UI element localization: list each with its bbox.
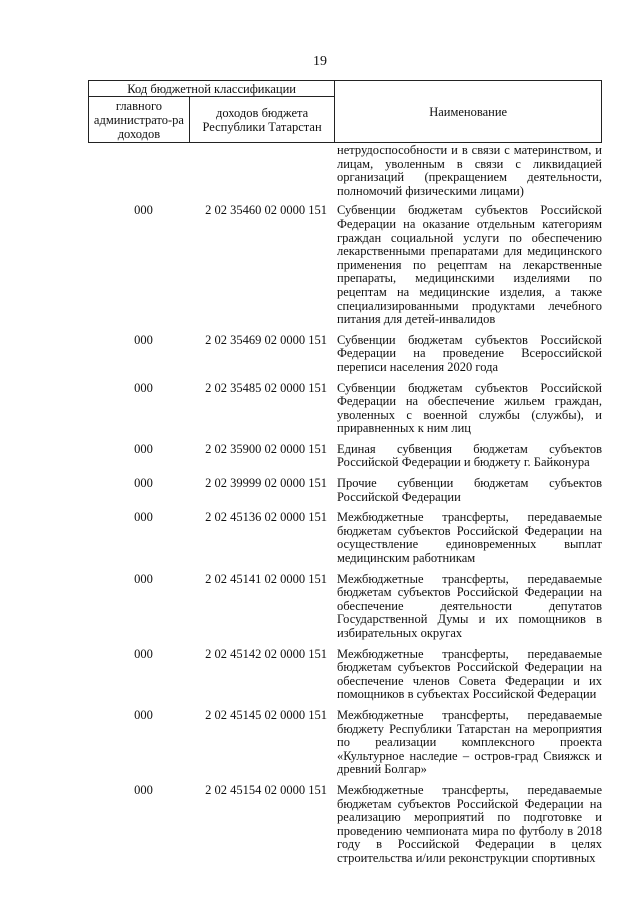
row-name: Субвенции бюджетам субъектов Российской Федерации на проведение Всероссийской переписи населения 2020 года [337, 332, 602, 374]
income-code: 2 02 35460 02 0000 151 [205, 203, 327, 218]
classification-rows [88, 144, 608, 873]
classification-table-header [88, 80, 602, 143]
row-name: Прочие субвенции бюджетам субъектов Российской Федерации [337, 476, 602, 504]
table-row [88, 204, 608, 326]
page-number: 19 [313, 54, 327, 69]
table-row [88, 334, 608, 375]
row-name: Межбюджетные трансферты, передаваемые бюджету Республики Татарстан на мероприятия по реализации комплексного проекта «Культурное наследие – остров-град Свияжск и древний Болгар» [337, 707, 602, 777]
income-code: 2 02 35485 02 0000 151 [205, 380, 327, 395]
admin-code: 000 [134, 707, 153, 722]
admin-code: 000 [134, 332, 153, 347]
income-code [199, 144, 333, 198]
table-row [88, 511, 608, 565]
admin-code: 000 [134, 510, 153, 525]
income-code: 2 02 39999 02 0000 151 [205, 476, 327, 491]
table-row [88, 144, 608, 198]
table-row [88, 477, 608, 504]
table-row [88, 443, 608, 470]
admin-code: 000 [134, 380, 153, 395]
admin-code [88, 144, 199, 198]
table-row [88, 573, 608, 641]
admin-code: 000 [134, 476, 153, 491]
admin-code: 000 [134, 782, 153, 797]
row-name: Единая субвенция бюджетам субъектов Российской Федерации и бюджету г. Байконура [337, 441, 602, 470]
admin-code: 000 [134, 441, 153, 456]
table-row [88, 648, 608, 702]
income-code: 2 02 45145 02 0000 151 [205, 707, 327, 722]
row-name: Межбюджетные трансферты, передаваемые бюджетам субъектов Российской Федерации на осуществление единовременных выплат медицинским работникам [337, 510, 602, 566]
row-name: Межбюджетные трансферты, передаваемые бюджетам субъектов Российской Федерации на реализацию мероприятий по подготовке и проведению чемпионата мира по футболу в 2018 году в Российской Федерации в целях строительства и/или реконструкции спортивных [337, 782, 602, 865]
admin-column-header: главного администрато-ра доходов [89, 97, 190, 143]
row-name: Субвенции бюджетам субъектов Российской Федерации на обеспечение жильем граждан, уволенных с военной службы (службы), и приравненных к ним лиц [337, 380, 602, 436]
row-name: нетрудоспособности и в связи с материнством, и лицам, уволенным в связи с ликвидацией организаций (прекращением деятельности, полномочий физическими лицами) [337, 143, 602, 198]
income-code: 2 02 45136 02 0000 151 [205, 510, 327, 525]
row-name: Межбюджетные трансферты, передаваемые бюджетам субъектов Российской Федерации на обеспечение членов Совета Федерации и их помощников в субъектах Российской Федерации [337, 646, 602, 702]
table-row [88, 784, 608, 866]
row-name: Субвенции бюджетам субъектов Российской Федерации на оказание отдельным категориям граждан социальной услуги по обеспечению лекарственными препаратами для медицинского применения по рецептам на лекарственные препараты, медицинскими изделиями по рецептам на медицинские изделия, а также специализированными продуктами лечебного питания для детей-инвалидов [337, 203, 602, 327]
income-code: 2 02 45141 02 0000 151 [205, 571, 327, 586]
income-code: 2 02 45154 02 0000 151 [205, 782, 327, 797]
name-column-header: Наименование [335, 81, 602, 143]
row-name: Межбюджетные трансферты, передаваемые бюджетам субъектов Российской Федерации на обеспечение деятельности депутатов Государственной Думы и их помощников в избирательных округах [337, 571, 602, 640]
admin-code: 000 [134, 646, 153, 661]
income-code: 2 02 45142 02 0000 151 [205, 646, 327, 661]
admin-code: 000 [134, 571, 153, 586]
income-code: 2 02 35900 02 0000 151 [205, 441, 327, 456]
budget-classification-code-header: Код бюджетной классификации [89, 81, 335, 97]
table-row [88, 709, 608, 777]
admin-code: 000 [134, 203, 153, 218]
income-column-header: доходов бюджета Республики Татарстан [189, 97, 334, 143]
table-row [88, 382, 608, 436]
income-code: 2 02 35469 02 0000 151 [205, 332, 327, 347]
